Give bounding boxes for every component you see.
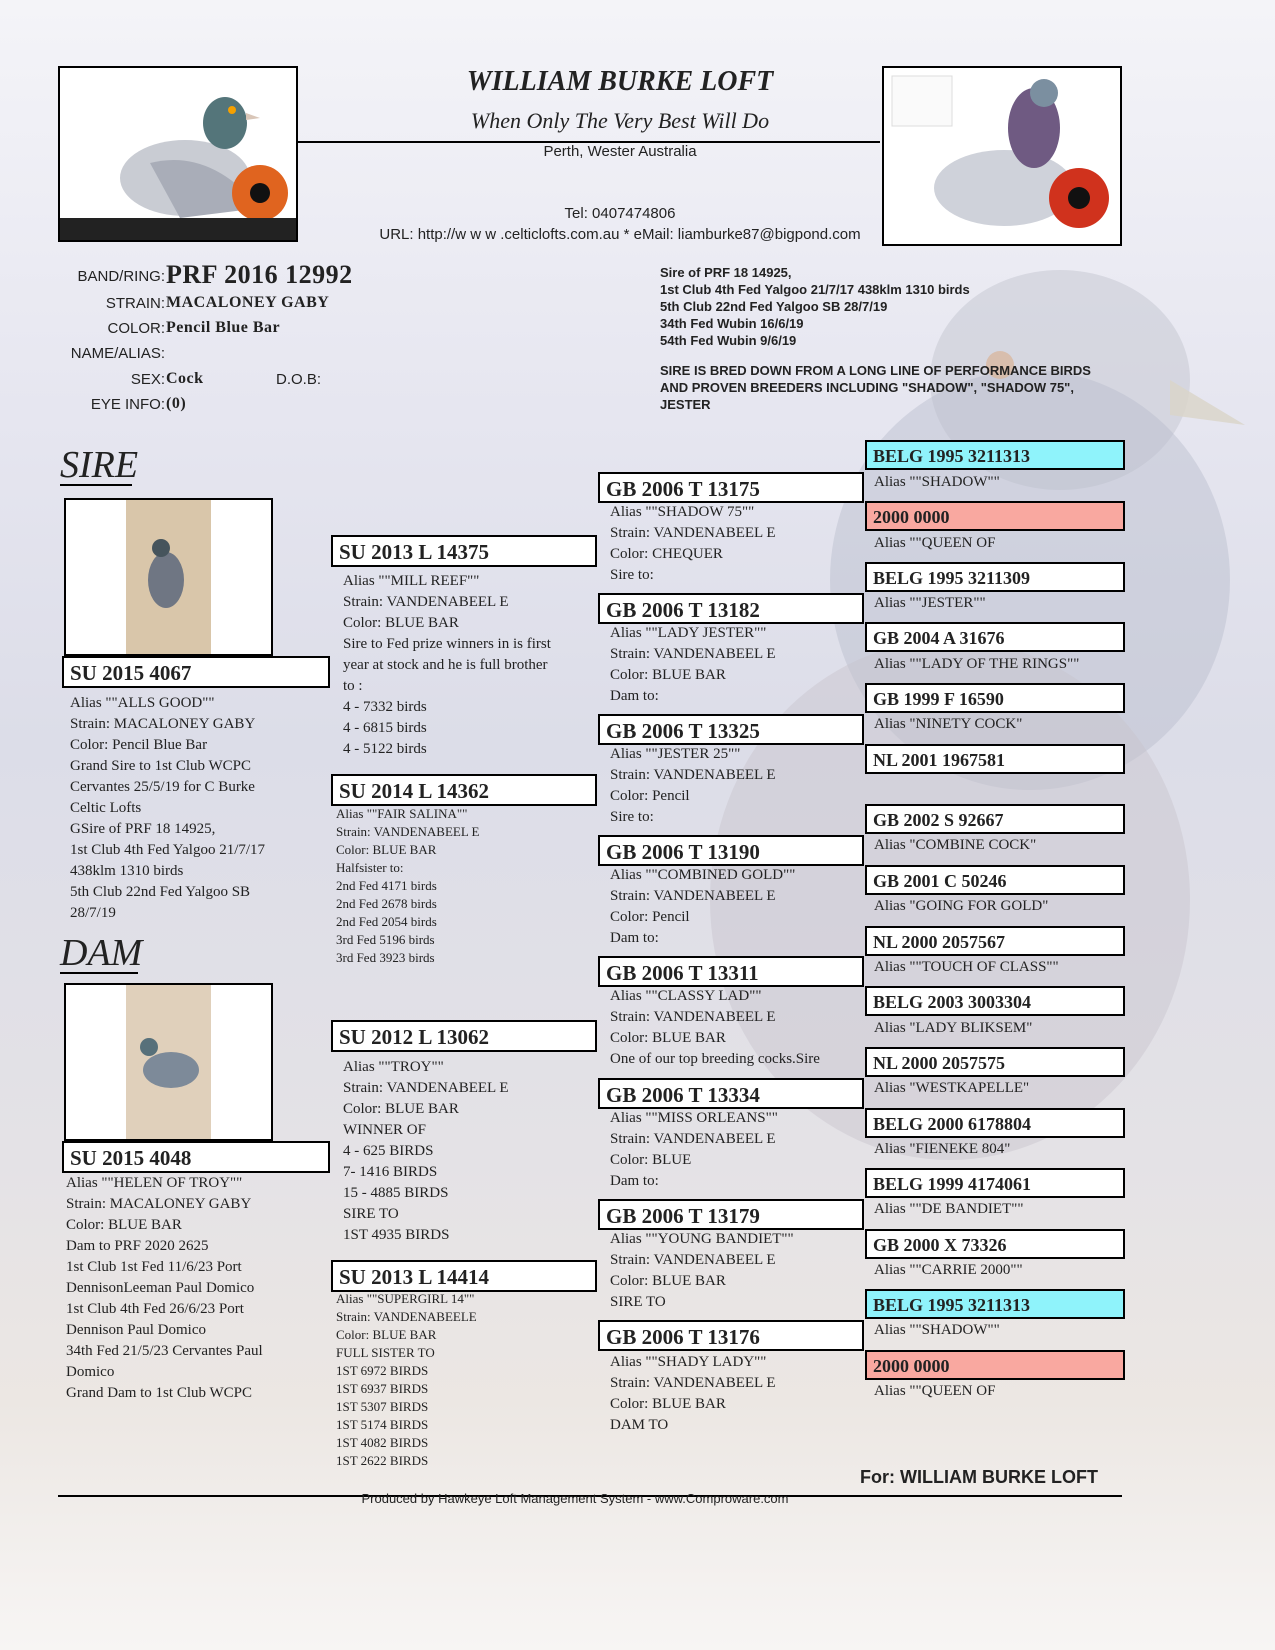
note-line: JESTER — [660, 397, 711, 412]
detail-line: Alias ""JESTER 25"" — [610, 746, 741, 762]
detail-line: 1ST 5174 BIRDS — [336, 1417, 429, 1432]
detail-line: Alias ""LADY JESTER"" — [610, 625, 767, 641]
gen4-band-box[interactable]: GB 1999 F 16590 — [865, 683, 1125, 713]
eye-value: (0) — [166, 395, 187, 412]
detail-line: 3rd Fed 3923 birds — [336, 950, 435, 965]
detail-line: year at stock and he is full brother — [343, 657, 548, 673]
gen3-details — [610, 1108, 778, 1192]
gen2-band-box[interactable]: SU 2012 L 13062 — [331, 1020, 597, 1052]
gen4-band-box[interactable]: GB 2000 X 73326 — [865, 1229, 1125, 1259]
detail-line: 1ST 2622 BIRDS — [336, 1453, 429, 1468]
detail-line: Grand Dam to 1st Club WCPC — [66, 1385, 252, 1401]
detail-line: Alias ""FAIR SALINA"" — [336, 806, 468, 821]
detail-line: Alias ""MISS ORLEANS"" — [610, 1110, 778, 1126]
detail-line: Alias ""ALLS GOOD"" — [70, 695, 215, 711]
gen4-alias: Alias "FIENEKE 804" — [874, 1141, 1011, 1157]
detail-line: Color: Pencil — [610, 909, 690, 925]
detail-line: Strain: MACALONEY GABY — [66, 1196, 252, 1212]
detail-line: Color: BLUE BAR — [336, 1327, 437, 1342]
pigeon-photo-icon — [66, 500, 271, 654]
gen2-details — [336, 805, 479, 967]
gen2-band-box[interactable]: SU 2013 L 14375 — [331, 535, 597, 567]
gen4-band-box[interactable]: BELG 1995 3211313 — [865, 1289, 1125, 1319]
sire-photo — [64, 498, 273, 656]
detail-line: Halfsister to: — [336, 860, 404, 875]
gen2-band-box[interactable]: SU 2014 L 14362 — [331, 774, 597, 806]
detail-line: 2nd Fed 2054 birds — [336, 914, 437, 929]
detail-line: 1st Club 1st Fed 11/6/23 Port — [66, 1259, 242, 1275]
detail-line: Alias ""YOUNG BANDIET"" — [610, 1231, 794, 1247]
gen4-alias: Alias "GOING FOR GOLD" — [874, 898, 1049, 914]
gen4-band-box[interactable]: BELG 1995 3211313 — [865, 440, 1125, 470]
detail-line: Color: CHEQUER — [610, 546, 723, 562]
detail-line: 1ST 5307 BIRDS — [336, 1399, 429, 1414]
gen3-band-box[interactable]: GB 2006 T 13190 — [598, 835, 864, 866]
detail-line: One of our top breeding cocks.Sire — [610, 1051, 820, 1067]
detail-line: 2nd Fed 4171 birds — [336, 878, 437, 893]
gen4-band-box[interactable]: BELG 1999 4174061 — [865, 1168, 1125, 1198]
footer-produced: Produced by Hawkeye Loft Management System - www.Comproware.com — [361, 1491, 789, 1506]
detail-line: Strain: VANDENABEEL E — [336, 824, 480, 839]
detail-line: Alias ""COMBINED GOLD"" — [610, 867, 796, 883]
detail-line: Sire to: — [610, 567, 654, 583]
note-line: AND PROVEN BREEDERS INCLUDING "SHADOW", "SHADOW 75", — [660, 380, 1074, 395]
gen4-alias: Alias "COMBINE COCK" — [874, 837, 1037, 853]
note-line: 34th Fed Wubin 16/6/19 — [660, 316, 804, 331]
detail-line: SIRE TO — [343, 1206, 399, 1222]
eye-label: EYE INFO: — [90, 396, 165, 413]
gen3-band-box[interactable]: GB 2006 T 13175 — [598, 472, 864, 503]
detail-line: Sire to Fed prize winners in is first — [343, 636, 551, 652]
detail-line: Strain: MACALONEY GABY — [70, 716, 256, 732]
detail-line: Color: BLUE BAR — [610, 1030, 726, 1046]
gen4-band-box[interactable]: BELG 2000 6178804 — [865, 1108, 1125, 1138]
detail-line: Domico — [66, 1364, 115, 1380]
detail-line: 4 - 5122 birds — [343, 741, 427, 757]
detail-line: Dennison Paul Domico — [66, 1322, 206, 1338]
footer-for: For: WILLIAM BURKE LOFT — [860, 1467, 1098, 1487]
detail-line: Strain: VANDENABEEL E — [343, 1080, 509, 1096]
gen4-band-box[interactable]: GB 2002 S 92667 — [865, 804, 1125, 834]
detail-line: Color: BLUE — [610, 1152, 692, 1168]
detail-line: SIRE TO — [610, 1294, 666, 1310]
detail-line: Alias ""SUPERGIRL 14"" — [336, 1291, 475, 1306]
pigeon-photo-icon — [60, 68, 296, 240]
gen4-band-box[interactable]: GB 2004 A 31676 — [865, 622, 1125, 652]
gen4-band-box[interactable]: GB 2001 C 50246 — [865, 865, 1125, 895]
detail-line: 1st Club 4th Fed 26/6/23 Port — [66, 1301, 244, 1317]
band-label: BAND/RING: — [77, 268, 165, 285]
detail-line: GSire of PRF 18 14925, — [70, 821, 216, 837]
gen4-band-box[interactable]: 2000 0000 — [865, 1350, 1125, 1380]
gen4-band-box[interactable]: 2000 0000 — [865, 501, 1125, 531]
loft-tagline: When Only The Very Best Will Do — [470, 108, 770, 133]
detail-line: DAM TO — [610, 1417, 669, 1433]
gen3-details — [610, 744, 776, 828]
note-line: SIRE IS BRED DOWN FROM A LONG LINE OF PERFORMANCE BIRDS — [660, 363, 1091, 378]
detail-line: Color: BLUE BAR — [610, 1273, 726, 1289]
detail-line: Alias ""SHADOW 75"" — [610, 504, 755, 520]
detail-line: Color: BLUE BAR — [610, 667, 726, 683]
gen2-details — [336, 1290, 477, 1470]
gen4-alias: Alias ""LADY OF THE RINGS"" — [874, 656, 1080, 672]
gen2-details — [343, 571, 551, 760]
loft-location: Perth, Wester Australia — [543, 143, 697, 160]
note-line: 1st Club 4th Fed Yalgoo 21/7/17 438klm 1310 birds — [660, 282, 970, 297]
detail-line: Sire to: — [610, 809, 654, 825]
detail-line: Dam to PRF 2020 2625 — [66, 1238, 209, 1254]
strain-value: MACALONEY GABY — [166, 294, 330, 311]
gen4-band-box[interactable]: NL 2001 1967581 — [865, 744, 1125, 774]
gen2-details — [343, 1057, 509, 1246]
loft-tel: Tel: 0407474806 — [564, 205, 676, 222]
detail-line: 4 - 7332 birds — [343, 699, 427, 715]
band-value: PRF 2016 12992 — [166, 260, 353, 289]
name-label: NAME/ALIAS: — [70, 345, 165, 362]
detail-line: 15 - 4885 BIRDS — [343, 1185, 449, 1201]
header-photo-left — [58, 66, 298, 242]
detail-line: 1ST 6972 BIRDS — [336, 1363, 429, 1378]
gen4-alias: Alias ""DE BANDIET"" — [874, 1201, 1024, 1217]
gen4-band-box[interactable]: BELG 2003 3003304 — [865, 986, 1125, 1016]
detail-line: Color: BLUE BAR — [336, 842, 437, 857]
detail-line: Cervantes 25/5/19 for C Burke — [70, 779, 255, 795]
detail-line: Alias ""HELEN OF TROY"" — [66, 1175, 243, 1191]
detail-line: Strain: VANDENABEELE — [336, 1309, 477, 1324]
dam-photo — [64, 983, 273, 1141]
dam-band-box[interactable]: SU 2015 4048 — [62, 1141, 330, 1173]
detail-line: 1ST 6937 BIRDS — [336, 1381, 429, 1396]
detail-line: Alias ""CLASSY LAD"" — [610, 988, 762, 1004]
detail-line: FULL SISTER TO — [336, 1345, 435, 1360]
note-line: 54th Fed Wubin 9/6/19 — [660, 333, 797, 348]
color-value: Pencil Blue Bar — [166, 319, 281, 336]
color-label: COLOR: — [107, 320, 165, 337]
detail-line: Strain: VANDENABEEL E — [610, 1375, 776, 1391]
detail-line: 28/7/19 — [70, 905, 116, 921]
detail-line: 5th Club 22nd Fed Yalgoo SB — [70, 884, 251, 900]
gen3-details — [610, 1229, 794, 1313]
detail-line: Strain: VANDENABEEL E — [610, 767, 776, 783]
gen4-alias: Alias "LADY BLIKSEM" — [874, 1020, 1033, 1036]
gen4-alias: Alias ""QUEEN OF — [874, 1383, 996, 1399]
dob-label: D.O.B: — [276, 371, 322, 388]
detail-line: 1ST 4082 BIRDS — [336, 1435, 429, 1450]
gen4-alias: Alias "WESTKAPELLE" — [874, 1080, 1030, 1096]
gen3-details — [610, 623, 776, 707]
detail-line: Dam to: — [610, 1173, 659, 1189]
detail-line: Color: BLUE BAR — [343, 1101, 459, 1117]
detail-line: 438klm 1310 birds — [70, 863, 184, 879]
detail-line: WINNER OF — [343, 1122, 426, 1138]
gen4-band-box[interactable]: NL 2000 2057567 — [865, 926, 1125, 956]
sire-details — [70, 693, 265, 924]
gen3-band-box[interactable]: GB 2006 T 13182 — [598, 593, 864, 624]
detail-line: Color: BLUE BAR — [610, 1396, 726, 1412]
detail-line: Alias ""TROY"" — [343, 1059, 444, 1075]
gen3-band-box[interactable]: GB 2006 T 13311 — [598, 956, 864, 987]
dam-details — [66, 1173, 263, 1404]
detail-line: 34th Fed 21/5/23 Cervantes Paul — [66, 1343, 263, 1359]
sex-label: SEX: — [130, 371, 165, 388]
detail-line: 1st Club 4th Fed Yalgoo 21/7/17 — [70, 842, 266, 858]
gen3-band-box[interactable]: GB 2006 T 13176 — [598, 1320, 864, 1351]
detail-line: Strain: VANDENABEEL E — [610, 1131, 776, 1147]
gen3-details — [610, 865, 795, 949]
detail-line: Color: BLUE BAR — [343, 615, 459, 631]
dam-heading: DAM — [60, 932, 143, 974]
bird-notes — [660, 264, 970, 349]
detail-line: Alias ""SHADY LADY"" — [610, 1354, 767, 1370]
gen4-alias: Alias "NINETY COCK" — [874, 716, 1023, 732]
loft-title: WILLIAM BURKE LOFT — [466, 66, 774, 97]
sire-heading: SIRE — [60, 444, 139, 486]
detail-line: 7- 1416 BIRDS — [343, 1164, 438, 1180]
detail-line: to : — [343, 678, 363, 694]
detail-line: Strain: VANDENABEEL E — [610, 1009, 776, 1025]
gen4-band-box[interactable]: NL 2000 2057575 — [865, 1047, 1125, 1077]
gen4-alias: Alias ""TOUCH OF CLASS"" — [874, 959, 1059, 975]
gen4-band-box[interactable]: BELG 1995 3211309 — [865, 562, 1125, 592]
detail-line: Dam to: — [610, 688, 659, 704]
strain-label: STRAIN: — [105, 295, 165, 312]
loft-url-email[interactable]: URL: http://w w w .celticlofts.com.au * eMail: liamburke87@bigpond.com — [379, 226, 861, 243]
detail-line: Color: Pencil — [610, 788, 690, 804]
detail-line: Color: Pencil Blue Bar — [70, 737, 208, 753]
gen4-alias: Alias ""CARRIE 2000"" — [874, 1262, 1023, 1278]
detail-line: DennisonLeeman Paul Domico — [66, 1280, 255, 1296]
detail-line: 2nd Fed 2678 birds — [336, 896, 437, 911]
detail-line: Dam to: — [610, 930, 659, 946]
detail-line: Celtic Lofts — [70, 800, 142, 816]
gen2-band-box[interactable]: SU 2013 L 14414 — [331, 1260, 597, 1292]
detail-line: Color: BLUE BAR — [66, 1217, 182, 1233]
gen3-details — [610, 986, 820, 1070]
detail-line: Strain: VANDENABEEL E — [610, 646, 776, 662]
note-line: Sire of PRF 18 14925, — [660, 265, 792, 280]
gen4-alias: Alias ""JESTER"" — [874, 595, 986, 611]
gen3-band-box[interactable]: GB 2006 T 13179 — [598, 1199, 864, 1230]
detail-line: 4 - 6815 birds — [343, 720, 427, 736]
detail-line: Alias ""MILL REEF"" — [343, 573, 480, 589]
detail-line: 3rd Fed 5196 birds — [336, 932, 435, 947]
gen4-alias: Alias ""SHADOW"" — [874, 1322, 1000, 1338]
gen3-band-box[interactable]: GB 2006 T 13325 — [598, 714, 864, 745]
detail-line: 4 - 625 BIRDS — [343, 1143, 434, 1159]
gen3-details — [610, 1352, 776, 1436]
note-line: 5th Club 22nd Fed Yalgoo SB 28/7/19 — [660, 299, 888, 314]
detail-line: Strain: VANDENABEEL E — [610, 1252, 776, 1268]
bird-notes-2 — [660, 362, 1091, 413]
detail-line: Grand Sire to 1st Club WCPC — [70, 758, 251, 774]
detail-line: Strain: VANDENABEEL E — [343, 594, 509, 610]
pigeon-photo-icon — [66, 985, 271, 1139]
detail-line: 1ST 4935 BIRDS — [343, 1227, 450, 1243]
gen4-alias: Alias ""QUEEN OF — [874, 535, 996, 551]
gen4-alias: Alias ""SHADOW"" — [874, 474, 1000, 490]
sire-band-box[interactable]: SU 2015 4067 — [62, 656, 330, 688]
gen3-details — [610, 502, 776, 586]
detail-line: Strain: VANDENABEEL E — [610, 525, 776, 541]
sex-value: Cock — [166, 370, 204, 387]
gen3-band-box[interactable]: GB 2006 T 13334 — [598, 1078, 864, 1109]
detail-line: Strain: VANDENABEEL E — [610, 888, 776, 904]
